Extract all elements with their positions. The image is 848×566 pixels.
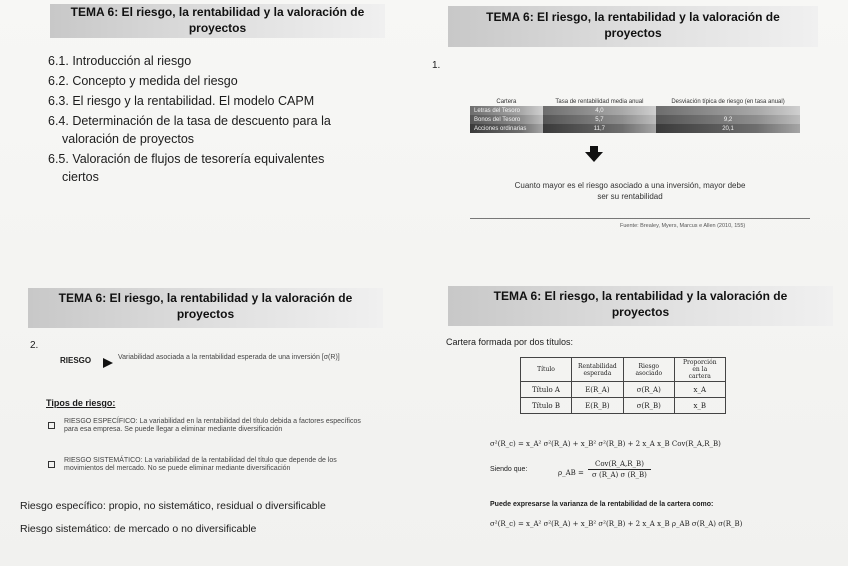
varianza-text: Puede expresarse la varianza de la rentabilidad de la cartera como: xyxy=(490,501,714,508)
titles-table xyxy=(520,357,726,414)
conclusion-text: Cuanto mayor es el riesgo asociado a una inversión, mayor debe ser su rentabilidad xyxy=(514,181,746,201)
slide-3-title-line1: TEMA 6: El riesgo, la rentabilidad y la valoración de xyxy=(58,291,353,305)
square-bullet-icon xyxy=(48,461,55,468)
riesgo-sistematico-definition: RIESGO SISTEMÁTICO: La variabilidad de la rentabilidad del título que depende de los movimientos del mercado. No se puede eliminar mediante diversificación xyxy=(64,457,337,472)
slide-3 xyxy=(0,280,420,566)
right-arrow-icon xyxy=(103,358,113,368)
title-name: Título A xyxy=(521,382,572,398)
topic-item: 6.4. Determinación de la tasa de descuento para la xyxy=(48,114,331,128)
proportion: x_B xyxy=(674,398,725,414)
rate-value: 11,7 xyxy=(543,124,656,133)
slide-2-title-line2: proyectos xyxy=(604,26,662,41)
topic-item: 6.3. El riesgo y la rentabilidad. El modelo CAPM xyxy=(48,94,315,108)
slide-1-title xyxy=(50,4,385,38)
expected-return: E(R_A) xyxy=(572,382,624,398)
table-header: Tasa de rentabilidad media anual xyxy=(555,99,644,105)
table-row xyxy=(470,115,800,124)
topic-item: 6.2. Concepto y medida del riesgo xyxy=(48,74,238,88)
slide-1-title-line2: proyectos xyxy=(188,21,247,36)
rho-numerator: Cov(R_A,R_B) xyxy=(594,460,644,468)
table-header: Proporción en la cartera xyxy=(674,358,725,382)
risk-value xyxy=(656,106,800,115)
slide-4-title-line2: proyectos xyxy=(611,305,670,320)
variance-formula-correlation: σ²(R_c) = x_A² σ²(R_A) + x_B² σ²(R_B) + 2 x_A x_B ρ_AB σ(R_A) σ(R_B) xyxy=(490,520,743,528)
risk-value: 9,2 xyxy=(656,115,800,124)
table-row xyxy=(470,124,800,133)
table-header: Cartera xyxy=(496,99,517,105)
variance-formula: σ²(R_c) = x_A² σ²(R_A) + x_B² σ²(R_B) + 2 x_A x_B Cov(R_A,R_B) xyxy=(490,440,721,448)
table-header: Desviación típica de riesgo (en tasa anual) xyxy=(671,99,785,105)
rate-value: 4,0 xyxy=(543,106,656,115)
slide-3-number: 2. xyxy=(30,340,39,351)
table-row xyxy=(470,106,800,115)
title-name: Título B xyxy=(521,398,572,414)
riesgo-especifico-definition: RIESGO ESPECÍFICO: La variabilidad en la rentabilidad del título debida a factores específicos para esa empresa. Se puede llegar a eliminar mediante diversificación xyxy=(64,418,361,433)
expected-return: E(R_B) xyxy=(572,398,624,414)
returns-table xyxy=(470,74,800,133)
slide-4-title-line1: TEMA 6: El riesgo, la rentabilidad y la valoración de xyxy=(493,289,788,303)
slide-3-title xyxy=(28,288,383,328)
table-header: Riesgo asociado xyxy=(623,358,674,382)
rate-value: 5,7 xyxy=(543,115,656,124)
table-row xyxy=(521,398,726,414)
cartera-name: Letras del Tesoro xyxy=(470,106,543,115)
slide-4 xyxy=(440,280,840,566)
rho-fraction xyxy=(588,460,651,479)
rho-denominator: σ (R_A) σ (R_B) xyxy=(588,469,651,479)
associated-risk: σ(R_A) xyxy=(623,382,674,398)
rho-label: ρ_AB = xyxy=(558,469,584,477)
associated-risk: σ(R_B) xyxy=(623,398,674,414)
slide-2-number: 1. xyxy=(432,60,441,71)
risk-value: 20,1 xyxy=(656,124,800,133)
slide-4-title xyxy=(448,286,833,326)
siendo-label: Siendo que: xyxy=(490,466,528,473)
slide-1-title-line1: TEMA 6: El riesgo, la rentabilidad y la valoración de xyxy=(70,5,365,19)
slide-3-title-line2: proyectos xyxy=(176,307,235,322)
slide-2-title xyxy=(448,6,818,47)
proportion: x_A xyxy=(674,382,725,398)
portfolio-intro: Cartera formada por dos títulos: xyxy=(446,337,574,347)
topic-item-continuation: ciertos xyxy=(62,170,99,184)
topic-item: 6.1. Introducción al riesgo xyxy=(48,54,192,68)
topic-item-continuation: valoración de proyectos xyxy=(62,132,195,146)
note-sistematico: Riesgo sistemático: de mercado o no diversificable xyxy=(20,523,257,535)
riesgo-definition: Variabilidad asociada a la rentabilidad esperada de una inversión [σ(R)] xyxy=(118,354,340,361)
down-arrow-icon xyxy=(585,152,603,162)
slide-1 xyxy=(30,0,410,250)
square-bullet-icon xyxy=(48,422,55,429)
topic-list xyxy=(48,52,331,188)
tipos-heading: Tipos de riesgo: xyxy=(46,398,116,408)
cartera-name: Bonos del Tesoro xyxy=(470,115,543,124)
source-note: Fuente: Brealey, Myers, Marcus e Allen (2010, 155) xyxy=(620,223,746,229)
table-header: Título xyxy=(521,358,572,382)
topic-item: 6.5. Valoración de flujos de tesorería equivalentes xyxy=(48,152,325,166)
table-row xyxy=(521,382,726,398)
riesgo-label: RIESGO xyxy=(60,356,92,365)
slide-2-title-line1: TEMA 6: El riesgo, la rentabilidad y la valoración de xyxy=(486,10,780,24)
slide-2 xyxy=(432,0,830,250)
note-especifico: Riesgo específico: propio, no sistemático, residual o diversificable xyxy=(20,500,326,512)
table-header: Rentabilidad esperada xyxy=(572,358,624,382)
divider xyxy=(470,218,810,219)
cartera-name: Acciones ordinarias xyxy=(470,124,543,133)
